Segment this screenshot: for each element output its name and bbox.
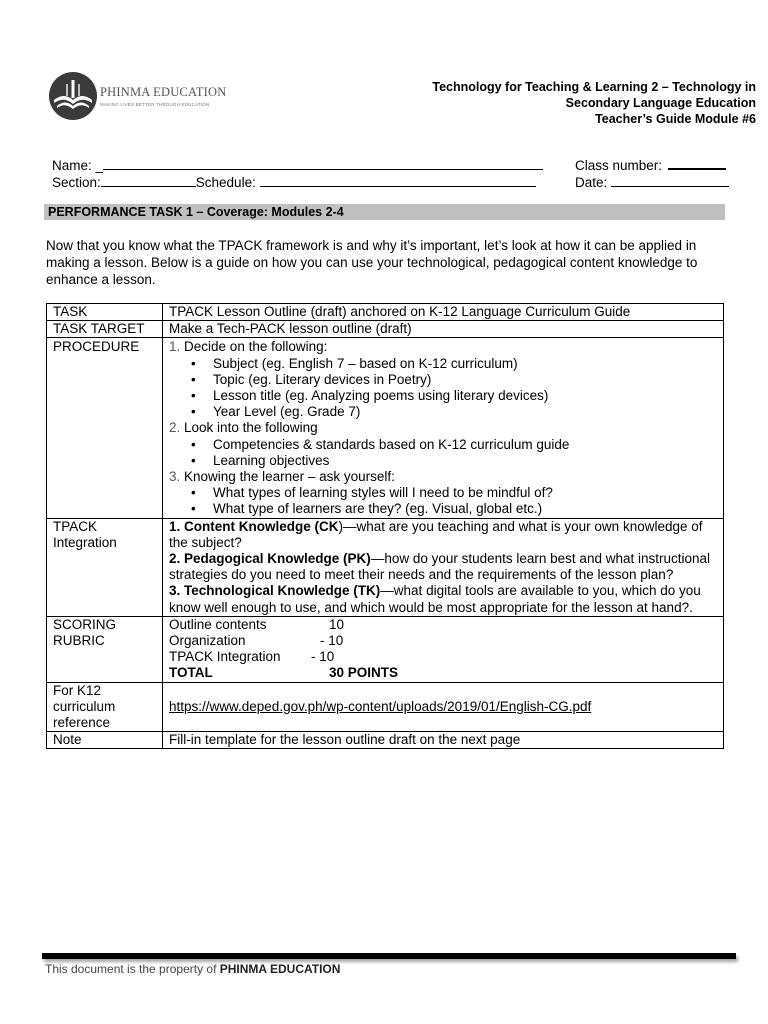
table-row <box>47 304 724 321</box>
tpack-tk: 3. Technological Knowledge (TK)—what digital tools are available to you, which do you know well enough to use, and which would be most appropriate for the lesson at hand?. <box>169 583 701 615</box>
header-line-3: Teacher’s Guide Module #6 <box>595 112 756 126</box>
rubric-label: SCORING RUBRIC <box>47 616 163 682</box>
section-label: Section: <box>52 175 101 190</box>
class-number-field[interactable] <box>575 157 726 174</box>
logo-emblem-icon <box>48 70 98 122</box>
table-row <box>47 321 724 338</box>
footer-text <box>45 962 340 976</box>
tpack-pk: 2. Pedagogical Knowledge (PK)—how do your students learn best and what instructional strategies do you need to meet their needs and the requirements of the lesson plan? <box>169 551 711 583</box>
list-item: • What type of learners are they? (eg. Visual, global etc.) <box>191 501 717 517</box>
task-heading: PERFORMANCE TASK 1 – Coverage: Modules 2-4 <box>44 204 725 220</box>
table-row <box>47 616 724 682</box>
date-label: Date: <box>575 175 608 190</box>
section-field[interactable] <box>52 174 536 191</box>
date-blank[interactable] <box>611 174 729 187</box>
table-row <box>47 732 724 749</box>
procedure-step-3-list <box>191 485 717 517</box>
rubric-row: Outline contents 10 <box>169 616 345 632</box>
table-row <box>47 338 724 518</box>
name-label: Name: _ <box>52 158 104 173</box>
document-header <box>336 79 756 127</box>
task-target-label: TASK TARGET <box>47 321 163 338</box>
list-item: • Year Level (eg. Grade 7) <box>191 404 717 420</box>
procedure-step-1-list <box>191 356 717 421</box>
class-number-label: Class number: <box>575 158 663 173</box>
name-field[interactable] <box>52 157 543 174</box>
task-value: TPACK Lesson Outline (draft) anchored on K-12 Language Curriculum Guide <box>163 304 724 321</box>
logo-tagline: MAKING LIVES BETTER THROUGH EDUCATION <box>100 102 210 107</box>
note-label: Note <box>47 732 163 749</box>
list-item: • Competencies & standards based on K-12 curriculum guide <box>191 437 717 453</box>
procedure-step-1: 1. Decide on the following: <box>169 339 328 355</box>
tpack-label: TPACK Integration <box>47 518 163 616</box>
class-number-blank[interactable] <box>668 157 726 170</box>
list-item: • Learning objectives <box>191 453 717 469</box>
k12-content <box>163 682 724 732</box>
phinma-logo <box>48 70 227 124</box>
list-item: • Topic (eg. Literary devices in Poetry) <box>191 372 717 388</box>
name-blank[interactable] <box>103 157 543 170</box>
procedure-content <box>163 338 724 518</box>
rubric-row: TPACK Integration - 10 <box>169 649 335 665</box>
rubric-content <box>163 616 724 682</box>
date-field[interactable] <box>575 174 729 191</box>
header-line-2: Secondary Language Education <box>565 96 756 110</box>
list-item: • Lesson title (eg. Analyzing poems using literary devices) <box>191 388 717 404</box>
table-row <box>47 518 724 616</box>
procedure-label: PROCEDURE <box>47 338 163 518</box>
header-line-1: Technology for Teaching & Learning 2 – Technology in <box>432 80 756 94</box>
k12-label: For K12 curriculum reference <box>47 682 163 732</box>
procedure-step-2-list <box>191 437 717 469</box>
task-target-value: Make a Tech-PACK lesson outline (draft) <box>163 321 724 338</box>
schedule-label: Schedule: <box>195 175 256 190</box>
note-value: Fill-in template for the lesson outline draft on the next page <box>163 732 724 749</box>
footer-owner: PHINMA EDUCATION <box>219 962 341 976</box>
list-item: • Subject (eg. English 7 – based on K-12 curriculum) <box>191 356 717 372</box>
procedure-step-2: 2. Look into the following <box>169 420 318 436</box>
list-item: • What types of learning styles will I need to be mindful of? <box>191 485 717 501</box>
table-row <box>47 682 724 732</box>
footer-prefix: This document is the property of <box>45 962 217 976</box>
task-table <box>46 303 724 749</box>
logo-name: PHINMA EDUCATION <box>100 85 227 99</box>
intro-paragraph: Now that you know what the TPACK framework is and why it’s important, let’s look at how it can be applied in making a lesson. Below is a guide on how you can use your technological, pedagogical content knowledge to enhance a lesson. <box>46 238 698 287</box>
footer-divider <box>42 953 736 959</box>
section-blank[interactable] <box>101 174 196 187</box>
task-label: TASK <box>47 304 163 321</box>
rubric-row: Organization - 10 <box>169 633 344 649</box>
tpack-content <box>163 518 724 616</box>
schedule-blank[interactable] <box>260 174 536 187</box>
tpack-ck: 1. Content Knowledge (CK)—what are you teaching and what is your own knowledge of the subject? <box>169 518 703 550</box>
curriculum-guide-link[interactable]: https://www.deped.gov.ph/wp-content/uploads/2019/01/English-CG.pdf <box>169 698 592 714</box>
rubric-total: TOTAL 30 POINTS <box>169 665 399 681</box>
procedure-step-3: 3. Knowing the learner – ask yourself: <box>169 469 395 485</box>
